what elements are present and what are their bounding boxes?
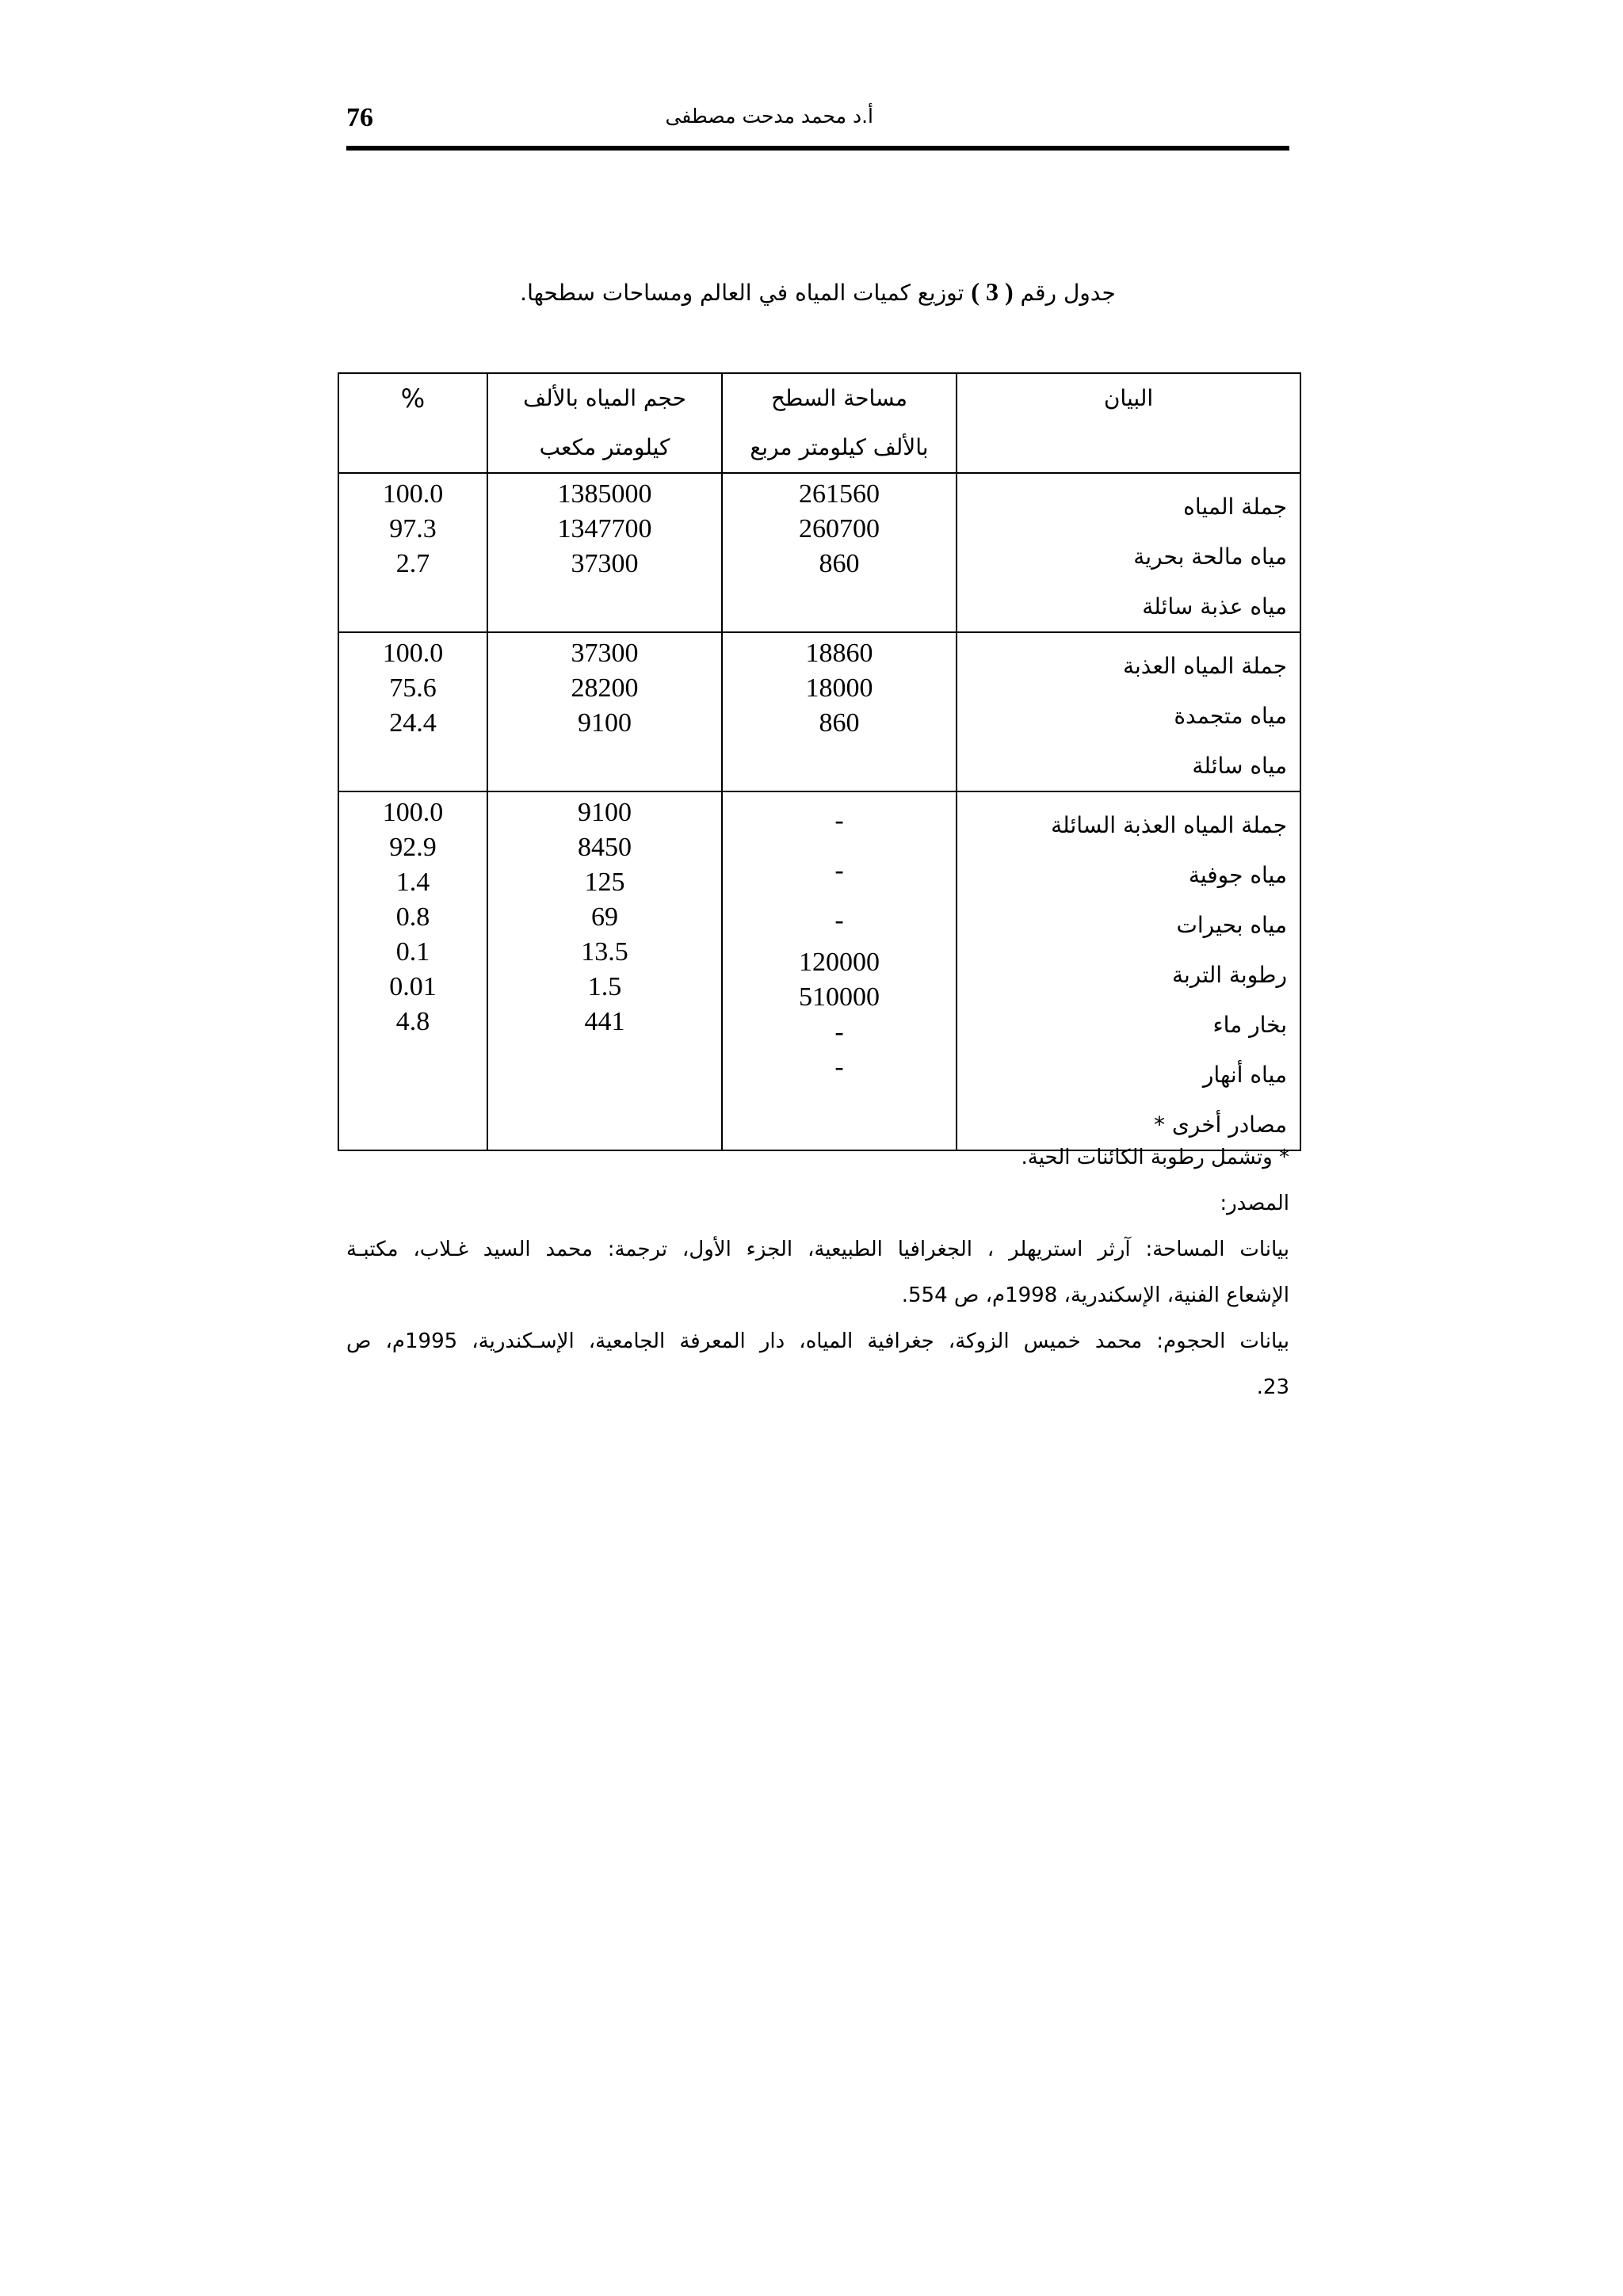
table-cell: 69 [591,902,618,932]
table-cell: مصادر أخرى * [1153,1112,1287,1138]
header-label: البيان [957,373,1300,473]
table-cell: - [834,856,844,885]
author-name: أ.د محمد مدحت مصطفى [665,105,873,128]
caption-text: توزيع كميات المياه في العالم ومساحات سطحها. [520,280,964,306]
table-cell: 24.4 [389,708,437,738]
table-cell: 860 [819,549,860,578]
footnote: * وتشمل رطوبة الكائنات الحية. [1021,1146,1289,1169]
table-cell: 1385000 [557,479,652,509]
group3-labels [957,791,1300,1150]
area-source-line1: بيانات المساحة: آرثر استريهلر ، الجغرافيا الطبيعية، الجزء الأول، ترجمة: محمد السيد غـلاب، مكتبـة [346,1238,1289,1261]
table-cell: 0.01 [389,972,437,1001]
page-number: 76 [346,103,373,132]
table-row-group-liquid-fresh-water [338,791,1300,1150]
table-cell: 125 [584,868,625,897]
header-volume: حجم المياه بالألف كيلومتر مكعب [487,373,722,473]
group1-labels [957,473,1300,632]
table-cell: جملة المياه العذبة السائلة [1051,812,1287,838]
table-cell: 75.6 [389,673,437,703]
group3-percent [338,791,487,1150]
area-source-line2: الإشعاع الفنية، الإسكندرية، 1998م، ص 554. [901,1283,1289,1307]
table-notes [346,1135,1289,1410]
table-cell: بخار ماء [1212,1012,1287,1038]
source-label: المصدر: [1220,1192,1289,1215]
group2-percent [338,632,487,791]
table-cell: - [834,906,844,935]
table-cell: مياه جوفية [1188,862,1287,888]
table-cell: 4.8 [395,1007,430,1036]
table-cell: 860 [819,708,860,738]
header-percent: % [338,373,487,473]
table-header-row [338,373,1300,473]
volume-source-line1: بيانات الحجوم: محمد خميس الزوكة، جغرافية المياه، دار المعرفة الجامعية، الإسـكندرية، 1995م، ص [346,1329,1290,1353]
table-cell: 100.0 [382,639,444,668]
table-cell: 37300 [571,639,639,668]
table-cell: 8450 [578,833,632,862]
table-cell: 13.5 [581,937,628,967]
table-cell: جملة المياه العذبة [1122,653,1287,679]
table-cell: 37300 [571,549,639,578]
water-distribution-table [338,372,1301,1151]
header-area: مساحة السطح بالألف كيلومتر مربع [722,373,957,473]
group3-area [722,791,957,1150]
volume-source-line2: 23. [1256,1375,1289,1399]
table-cell: 100.0 [382,798,444,827]
table-cell: 0.1 [395,937,430,967]
header-rule [346,146,1289,151]
table-cell: 100.0 [382,479,444,509]
table-cell: - [834,806,844,835]
group2-volume [487,632,722,791]
table-cell: 120000 [799,948,880,977]
table-caption [346,277,1289,307]
table-cell: 261560 [799,479,880,509]
table-row-group-total-water [338,473,1300,632]
group1-area [722,473,957,632]
table-cell: 1.5 [587,972,622,1001]
group3-volume [487,791,722,1150]
table-cell: 260700 [799,514,880,543]
table-cell: 28200 [571,673,639,703]
caption-prefix: جدول رقم [1020,280,1116,306]
table-cell: 18860 [805,639,873,668]
table-cell: 18000 [805,673,873,703]
table-cell: مياه بحيرات [1176,912,1287,938]
table-cell: مياه سائلة [1192,753,1287,779]
table-cell: 92.9 [389,833,437,862]
table-cell: 0.8 [395,902,430,932]
table-cell: 1.4 [395,868,430,897]
table-cell: رطوبة التربة [1172,962,1287,988]
group2-area [722,632,957,791]
table-cell: 9100 [578,798,632,827]
group1-volume [487,473,722,632]
caption-number: ( 3 ) [971,277,1014,306]
page-header [346,101,1289,149]
table-cell: 2.7 [395,549,430,578]
table-cell: 97.3 [389,514,437,543]
table-cell: مياه مالحة بحرية [1133,543,1287,570]
table-row-group-fresh-water [338,632,1300,791]
table-cell: 441 [584,1007,625,1036]
group1-percent [338,473,487,632]
group2-labels [957,632,1300,791]
table-cell: مياه متجمدة [1174,703,1287,729]
table-cell: 9100 [578,708,632,738]
table-cell: مياه عذبة سائلة [1142,593,1287,620]
table-cell: مياه أنهار [1202,1062,1287,1088]
table-cell: جملة المياه [1183,494,1287,520]
table-cell: 510000 [799,982,880,1012]
table-cell: 1347700 [557,514,652,543]
table-cell: - [834,1017,844,1047]
table-cell: - [834,1052,844,1081]
